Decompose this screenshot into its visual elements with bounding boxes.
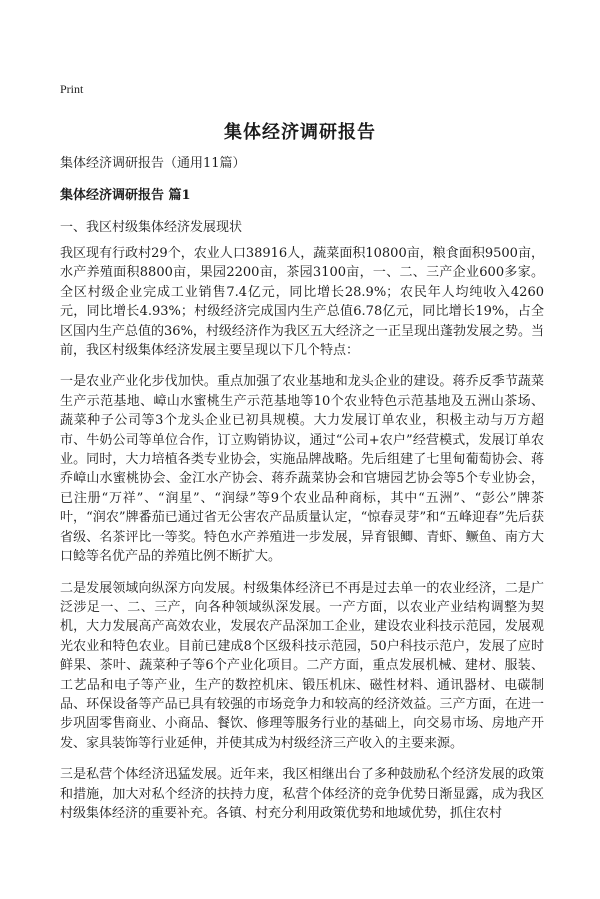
paragraph-1: 我区现有行政村29个，农业人口38916人，蔬菜面积10800亩，粮食面积9500亩，水产养殖面积8800亩，果园2200亩，茶园3100亩，一、二、三产企业600多家。全区村级企业完成工业销售7.4亿元，同比增长28.9%；农民年人均纯收入4260元，同比增长4.93%；村级经济完成国内生产总值6.78亿元，同比增长19%，占全区国内生产总值的36%，村级经济作为我区五大经济之一正呈现出蓬勃发展之势。当前，我区村级集体经济发展主要呈现以下几个特点： [60,246,544,359]
paragraph-4: 三是私营个体经济迅猛发展。近年来，我区相继出台了多种鼓励私个经济发展的政策和措施，加大对私个经济的扶持力度，私营个体经济的竞争优势日渐显露，成为我区村级集体经济的重要补充。各镇、村充分利用政策优势和地域优势，抓住农村 [60,767,544,821]
document-subtitle: 集体经济调研报告（通用11篇） [60,156,246,171]
section-subheading: 一、我区村级集体经济发展现状 [60,220,243,235]
section-title: 集体经济调研报告 篇1 [60,188,191,203]
document-body [60,244,544,835]
document-title: 集体经济调研报告 [224,122,376,143]
paragraph-2: 一是农业产业化步伐加快。重点加强了农业基地和龙头企业的建设。蒋乔反季节蔬菜生产示范基地、嶂山水蜜桃生产示范基地等10个农业特色示范基地及五洲山茶场、蔬菜种子公司等3个龙头企业已初具规模。大力发展订单农业，积极主动与万方超市、牛奶公司等单位合作，订立购销协议，通过“公司+农户”经营模式，发展订单农业。同时，大力培植各类专业协会，实施品牌战略。先后组建了七里甸葡萄协会、蒋乔嶂山水蜜桃协会、金江水产协会、蒋乔蔬菜协会和官塘园艺协会等5个专业协会，已注册“万祥”、“润星”、“润绿”等9个农业品种商标，其中“五洲”、“彭公”牌茶叶，“润农”牌番茄已通过省无公害农产品质量认定，“惊春灵芽”和“五峰迎春”先后获省级、名茶评比一等奖。特色水产养殖进一步发展，异育银鲫、青虾、鳜鱼、南方大口鲶等名优产品的养殖比例不断扩大。 [60,374,544,565]
paragraph-3: 二是发展领域向纵深方向发展。村级集体经济已不再是过去单一的农业经济，二是广泛涉足一、二、三产，向各种领域纵深发展。一产方面，以农业产业结构调整为契机，大力发展高产高效农业，发展农产品深加工企业，建设农业科技示范园，发展观光农业和特色农业。目前已建成8个区级科技示范园，50户科技示范户，发展了应时鲜果、茶叶、蔬菜种子等6个产业化项目。二产方面，重点发展机械、建材、服装、工艺品和电子等产业，生产的数控机床、锻压机床、磁性材料、通讯器材、电碳制品、环保设备等产品已具有较强的市场竞争力和较高的经济效益。三产方面，在进一步巩固零售商业、小商品、餐饮、修理等服务行业的基础上，向交易市场、房地产开发、家具装饰等行业延伸，并使其成为村级经济三产收入的主要来源。 [60,580,544,751]
print-label: Print [60,82,84,96]
